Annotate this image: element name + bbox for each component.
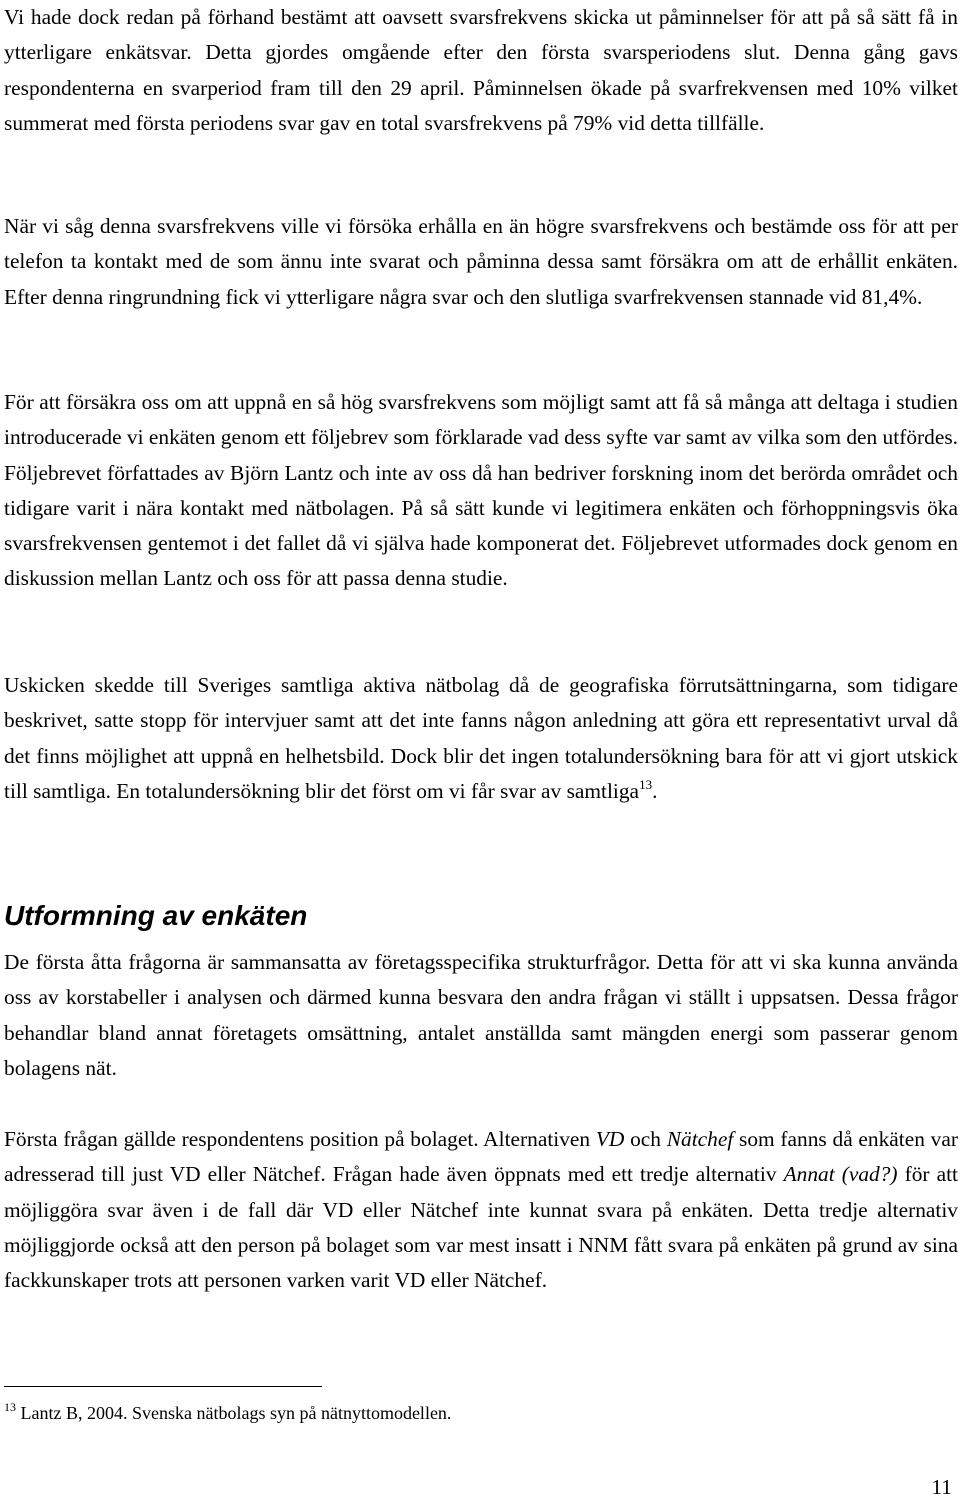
option-annat: Annat (vad?) [783, 1162, 898, 1187]
first-question-text-e: som fanns då enkäten var adresserad till just VD eller Nätchef. Frågan hade även öppnats med ett tredje alternativ [4, 1127, 958, 1187]
footnote-number: 13 [4, 1400, 16, 1414]
paragraph-phone-followup: När vi såg denna svarsfrekvens ville vi försöka erhålla en än högre svarsfrekvens och bestämde oss för att per telefon ta kontakt med de som ännu inte svarat och påminna dessa samt försäkra om att de erhållit enkäten. Efter denna ringrundning fick vi ytterligare några svar och den slutliga svarfrekvensen stannade vid 81,4%. [4, 214, 958, 309]
paragraph-reminders: Vi hade dock redan på förhand bestämt att oavsett svarsfrekvens skicka ut påminnelser för att på så sätt få in ytterligare enkätsvar. Detta gjordes omgående efter den första svarsperiodens slut. Denna gång gavs respondenterna en svarperiod fram till den 29 april. Påminnelsen ökade på svarfrekvensen med 10% vilket summerat med första periodens svar gav en total svarsfrekvens på 79% vid detta tillfälle. [4, 5, 958, 135]
page-number: 11 [931, 1475, 952, 1499]
paragraph-first-question [4, 1122, 958, 1298]
section-heading: Utformning av enkäten [4, 900, 308, 931]
paragraph-cover-letter: För att försäkra oss om att uppnå en så hög svarsfrekvens som möjligt samt att få så många att deltaga i studien introducerade vi enkäten genom ett följebrev som förklarade vad dess syfte var samt av vilka som den utfördes. Följebrevet författades av Björn Lantz och inte av oss då han bedriver forskning inom det berörda området och tidigare varit i nära kontakt med nätbolagen. På så sätt kunde vi legitimera enkäten och förhoppningsvis öka svarsfrekvensen gentemot i det fallet då vi själva hade komponerat det. Följebrevet utformades dock genom en diskussion mellan Lantz och oss för att passa denna studie. [4, 390, 958, 591]
footnote [4, 1400, 451, 1426]
paragraph-distribution-text: Uskicken skedde till Sveriges samtliga aktiva nätbolag då de geografiska förrutsättningarna, som tidigare beskrivet, satte stopp för intervjuer samt att det inte fanns någon anledning att göra ett representativt urval då det finns möjlighet att uppnå en helhetsbild. Dock blir det ingen totalundersökning bara för att vi gjort utskick till samtliga. En totalundersökning blir det först om vi får svar av samtliga [4, 673, 958, 803]
paragraph-distribution-end: . [652, 778, 658, 803]
first-question-text-a: Första frågan gällde respondentens position på bolaget. Alternativen [4, 1127, 596, 1151]
footnote-text: Lantz B, 2004. Svenska nätbolags syn på nätnyttomodellen. [16, 1403, 452, 1423]
paragraph-distribution [4, 668, 958, 809]
footnote-separator [4, 1386, 322, 1387]
paragraph-structure-questions: De första åtta frågorna är sammansatta av företagsspecifika strukturfrågor. Detta för att vi ska kunna använda oss av korstabeller i analysen och därmed kunna besvara den andra frågan vi ställt i uppsatsen. Dessa frågor behandlar bland annat företagets omsättning, antalet anställda samt mängden energi som passerar genom bolagens nät. [4, 950, 958, 1080]
first-question-text-g: för att möjliggöra svar även i de fall där VD eller Nätchef inte kunnat svara på enkäten. Detta tredje alternativ möjliggjorde också att den person på bolaget som var mest insatt i NNM fått svara på enkäten på grund av sina fackkunskaper trots att personen varken varit VD eller Nätchef. [4, 1162, 958, 1293]
option-natchef: Nätchef [666, 1127, 734, 1151]
first-question-text-c: och [624, 1127, 667, 1151]
option-vd: VD [595, 1127, 625, 1151]
footnote-reference: 13 [639, 776, 653, 792]
